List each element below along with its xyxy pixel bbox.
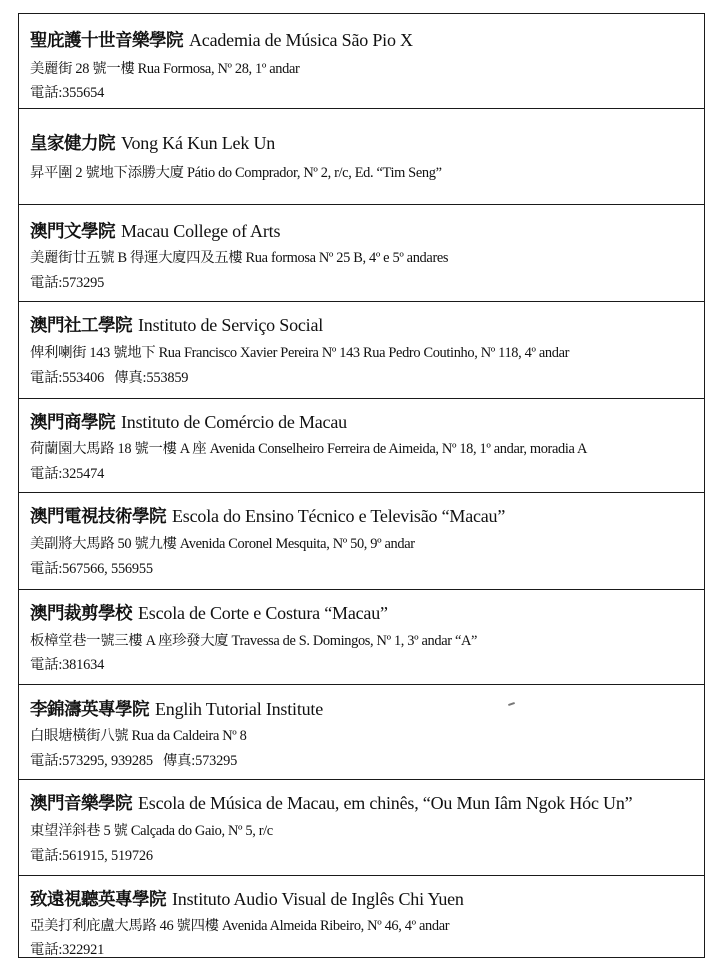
- institution-name-chinese: 致遠視聽英專學院: [30, 890, 166, 910]
- institution-name: [30, 600, 700, 625]
- institution-address: 白眼塘橫街八號 Rua da Caldeira Nº 8: [30, 728, 247, 744]
- institution-name-portuguese: Escola do Ensino Técnico e Televisão “Macau”: [172, 506, 506, 526]
- institution-name: [30, 130, 700, 155]
- institution-name-chinese: 聖庇護十世音樂學院: [30, 31, 183, 51]
- institution-name-chinese: 皇家健力院: [30, 134, 115, 154]
- institution-address: 昇平圍 2 號地下添勝大廈 Pátio do Comprador, Nº 2, r/c, Ed. “Tim Seng”: [30, 165, 442, 181]
- institution-phone: [30, 81, 700, 102]
- institution-address: 東望洋斜巷 5 號 Calçada do Gaio, Nº 5, r/c: [30, 823, 273, 839]
- institution-name: [30, 27, 700, 52]
- institution-name: [30, 312, 700, 337]
- institution-phone: [30, 462, 700, 483]
- institution-name-chinese: 澳門文學院: [30, 222, 115, 242]
- directory-entry: [19, 685, 704, 780]
- institution-address: 亞美打利庇盧大馬路 46 號四樓 Avenida Almeida Ribeiro, Nº 46, 4º andar: [30, 918, 450, 934]
- phone-number: 電話:322921: [30, 942, 105, 958]
- phone-number: 電話:567566, 556955: [30, 561, 153, 577]
- institution-name-chinese: 澳門社工學院: [30, 316, 132, 336]
- directory-entry: [19, 302, 704, 399]
- phone-number: 電話:573295, 939285: [30, 753, 153, 769]
- directory-entry: [19, 205, 704, 302]
- institution-address: 美麗街 28 號一樓 Rua Formosa, Nº 28, 1º andar: [30, 61, 300, 77]
- institution-name: [30, 503, 700, 528]
- institution-phone: [30, 938, 700, 958]
- institution-name-chinese: 澳門音樂學院: [30, 794, 132, 814]
- directory-entry: [19, 399, 704, 493]
- school-directory-table: [18, 13, 705, 958]
- institution-name-portuguese: Instituto Audio Visual de Inglês Chi Yuen: [172, 889, 464, 909]
- phone-number: 電話:355654: [30, 85, 105, 101]
- institution-name: [30, 790, 700, 815]
- institution-phone: [30, 366, 700, 387]
- institution-name-portuguese: Escola de Corte e Costura “Macau”: [138, 603, 388, 623]
- institution-address: 板樟堂巷一號三樓 A 座珍發大廈 Travessa de S. Domingos, Nº 1, 3º andar “A”: [30, 633, 478, 649]
- institution-phone: [30, 271, 700, 292]
- institution-phone: [30, 844, 700, 865]
- phone-number: 電話:381634: [30, 657, 105, 673]
- directory-entry: [19, 876, 704, 958]
- institution-address: 美副將大馬路 50 號九樓 Avenida Coronel Mesquita, Nº 50, 9º andar: [30, 536, 415, 552]
- institution-name-portuguese: Academia de Música São Pio X: [189, 30, 413, 50]
- institution-phone: [30, 749, 700, 770]
- institution-name: [30, 696, 700, 721]
- institution-name: [30, 886, 700, 911]
- institution-name: [30, 218, 700, 243]
- directory-entry: [19, 14, 704, 109]
- institution-name-portuguese: Macau College of Arts: [121, 221, 281, 241]
- institution-name-portuguese: Instituto de Serviço Social: [138, 315, 324, 335]
- institution-name-portuguese: Instituto de Comércio de Macau: [121, 412, 347, 432]
- institution-address: 美麗街廿五號 B 得運大廈四及五樓 Rua formosa Nº 25 B, 4º e 5º andares: [30, 250, 449, 266]
- institution-name: [30, 409, 700, 434]
- directory-entry: [19, 109, 704, 205]
- phone-number: 電話:553406: [30, 370, 105, 386]
- institution-name-portuguese: Vong Ká Kun Lek Un: [121, 133, 276, 153]
- institution-address: 荷蘭園大馬路 18 號一樓 A 座 Avenida Conselheiro Ferreira de Aimeida, Nº 18, 1º andar, moradia A: [30, 441, 588, 457]
- institution-address: 俾利喇街 143 號地下 Rua Francisco Xavier Pereira Nº 143 Rua Pedro Coutinho, Nº 118, 4º andar: [30, 345, 570, 361]
- directory-entry: [19, 493, 704, 590]
- fax-number: 傳真:553859: [114, 370, 189, 386]
- phone-number: 電話:573295: [30, 275, 105, 291]
- phone-number: 電話:325474: [30, 466, 105, 482]
- phone-number: 電話:561915, 519726: [30, 848, 153, 864]
- institution-name-portuguese: Escola de Música de Macau, em chinês, “Ou Mun Iâm Ngok Hóc Un”: [138, 793, 633, 813]
- institution-name-portuguese: Englih Tutorial Institute: [155, 699, 324, 719]
- directory-entry: [19, 780, 704, 876]
- institution-phone: [30, 653, 700, 674]
- fax-number: 傳真:573295: [162, 753, 238, 769]
- institution-phone: [30, 557, 700, 578]
- institution-name-chinese: 澳門電視技術學院: [30, 507, 166, 527]
- institution-name-chinese: 澳門商學院: [30, 413, 115, 433]
- institution-name-chinese: 澳門裁剪學校: [30, 604, 132, 624]
- directory-entry: [19, 590, 704, 685]
- institution-name-chinese: 李錦濤英專學院: [30, 700, 149, 720]
